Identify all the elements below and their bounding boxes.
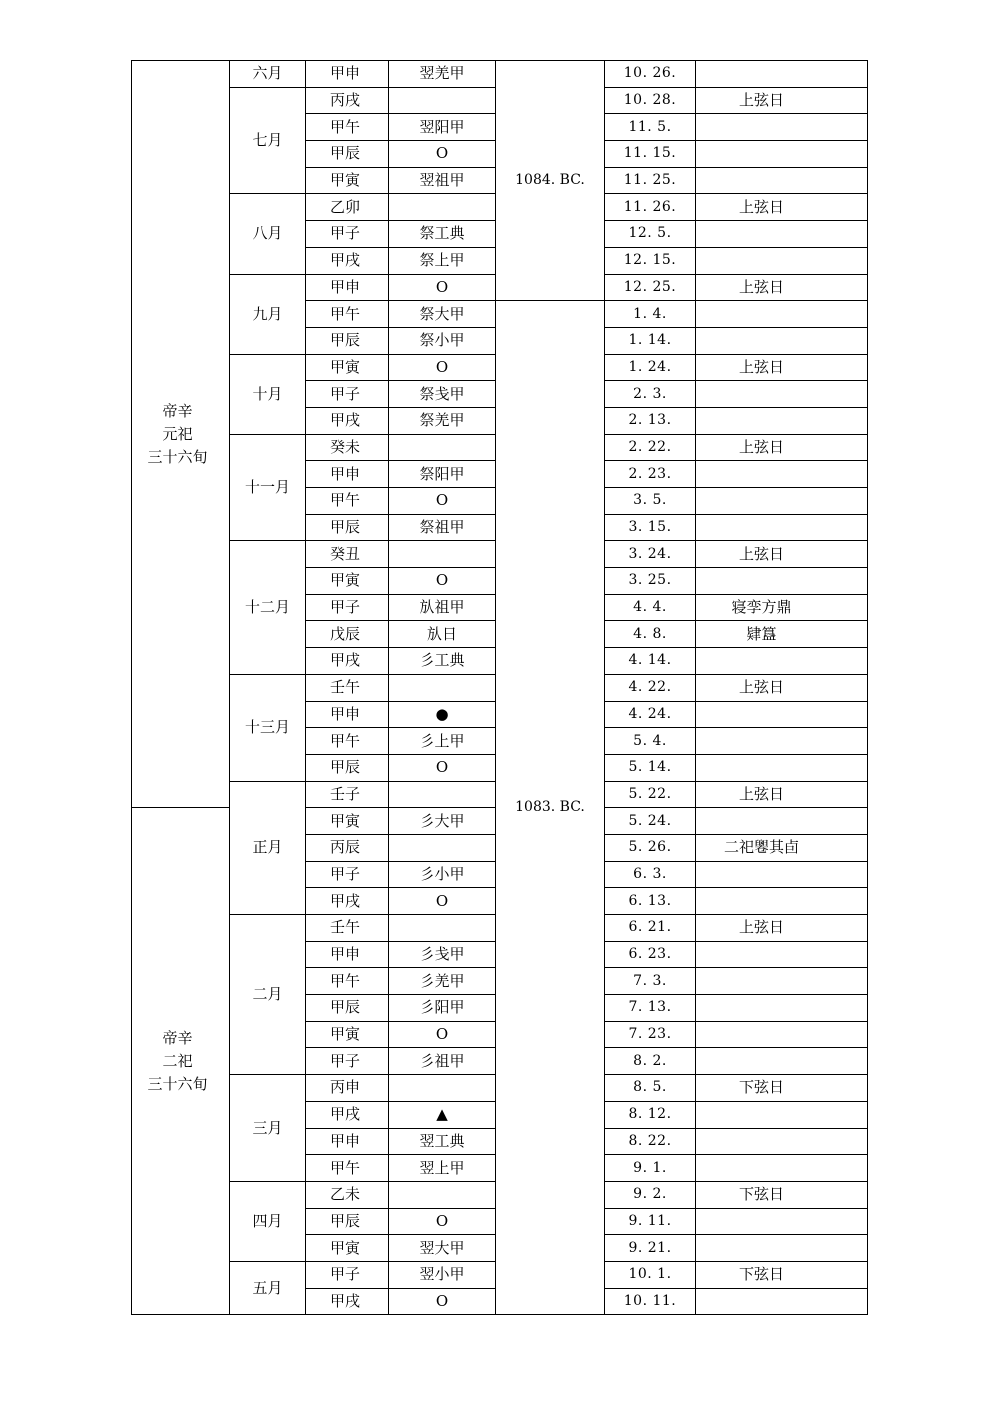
ritual-event: 祭戋甲 <box>389 381 496 408</box>
ganzhi-day: 甲寅 <box>306 808 389 835</box>
lunar-note <box>696 114 868 141</box>
ritual-event: 翌祖甲 <box>389 167 496 194</box>
lunar-note <box>696 568 868 595</box>
ritual-event <box>389 194 496 221</box>
julian-date: 9. 2. <box>605 1181 696 1208</box>
lunar-note <box>696 1235 868 1262</box>
ganzhi-day: 甲午 <box>306 968 389 995</box>
lunar-note <box>696 1101 868 1128</box>
julian-date: 7. 23. <box>605 1021 696 1048</box>
ganzhi-day: 甲申 <box>306 61 389 88</box>
ganzhi-day: 甲子 <box>306 1261 389 1288</box>
ritual-event: O <box>389 274 496 301</box>
ritual-event: 彡阳甲 <box>389 995 496 1022</box>
julian-date: 10. 1. <box>605 1261 696 1288</box>
ganzhi-day: 甲申 <box>306 274 389 301</box>
ritual-event <box>389 674 496 701</box>
julian-date: 3. 15. <box>605 514 696 541</box>
reign-cycle-label: 帝辛 <box>162 401 193 420</box>
reign-cycle-label: 三十六旬 <box>147 447 208 466</box>
julian-date: 3. 5. <box>605 488 696 515</box>
lunar-note <box>696 995 868 1022</box>
ganzhi-day: 甲午 <box>306 1155 389 1182</box>
julian-date: 1. 14. <box>605 327 696 354</box>
ganzhi-day: 甲戌 <box>306 648 389 675</box>
julian-date: 8. 2. <box>605 1048 696 1075</box>
julian-date: 3. 24. <box>605 541 696 568</box>
ritual-event: 祭祖甲 <box>389 514 496 541</box>
lunar-note: 下弦日 <box>696 1261 868 1288</box>
ritual-event: O <box>389 1208 496 1235</box>
ritual-event: O <box>389 1021 496 1048</box>
julian-date: 9. 21. <box>605 1235 696 1262</box>
ganzhi-day: 癸丑 <box>306 541 389 568</box>
ganzhi-day: 甲戌 <box>306 247 389 274</box>
ganzhi-day: 甲寅 <box>306 354 389 381</box>
ritual-event: 㫃日 <box>389 621 496 648</box>
ganzhi-day: 甲申 <box>306 1128 389 1155</box>
lunar-note: 上弦日 <box>696 541 868 568</box>
ganzhi-day: 甲申 <box>306 941 389 968</box>
reign-cycle-label: 二祀 <box>162 1051 193 1070</box>
ritual-event: 翌工典 <box>389 1128 496 1155</box>
julian-date: 12. 15. <box>605 247 696 274</box>
month-label: 五月 <box>230 1261 306 1314</box>
lunar-note <box>696 754 868 781</box>
ganzhi-day: 乙卯 <box>306 194 389 221</box>
ritual-event: 彡戋甲 <box>389 941 496 968</box>
lunar-note: 上弦日 <box>696 915 868 942</box>
julian-date: 6. 13. <box>605 888 696 915</box>
lunar-note: 下弦日 <box>696 1181 868 1208</box>
ganzhi-day: 甲戌 <box>306 888 389 915</box>
ritual-event: O <box>389 354 496 381</box>
lunar-note <box>696 808 868 835</box>
ganzhi-day: 甲辰 <box>306 514 389 541</box>
ritual-event: 祭工典 <box>389 221 496 248</box>
julian-date: 7. 3. <box>605 968 696 995</box>
julian-date: 11. 25. <box>605 167 696 194</box>
month-label: 四月 <box>230 1181 306 1261</box>
lunar-note <box>696 888 868 915</box>
lunar-note <box>696 488 868 515</box>
lunar-note: 上弦日 <box>696 274 868 301</box>
lunar-note <box>696 941 868 968</box>
julian-date: 12. 5. <box>605 221 696 248</box>
lunar-note <box>696 514 868 541</box>
lunar-note: 下弦日 <box>696 1075 868 1102</box>
ritual-event: O <box>389 568 496 595</box>
julian-date: 7. 13. <box>605 995 696 1022</box>
julian-date: 1. 4. <box>605 301 696 328</box>
lunar-note <box>696 728 868 755</box>
julian-date: 5. 22. <box>605 781 696 808</box>
month-label: 正月 <box>230 781 306 914</box>
julian-date: 2. 3. <box>605 381 696 408</box>
ganzhi-day: 壬午 <box>306 674 389 701</box>
ritual-event: 祭阳甲 <box>389 461 496 488</box>
julian-date: 10. 11. <box>605 1288 696 1315</box>
julian-date: 5. 14. <box>605 754 696 781</box>
ganzhi-day: 甲子 <box>306 381 389 408</box>
lunar-note <box>696 167 868 194</box>
ganzhi-day: 甲辰 <box>306 1208 389 1235</box>
lunar-note <box>696 381 868 408</box>
ritual-event: 翌小甲 <box>389 1261 496 1288</box>
julian-date: 8. 22. <box>605 1128 696 1155</box>
ritual-event: 彡上甲 <box>389 728 496 755</box>
ganzhi-day: 甲寅 <box>306 1235 389 1262</box>
reign-cycle-label: 元祀 <box>162 424 193 443</box>
year-bc: 1084. BC. <box>496 61 605 301</box>
lunar-note: 寝孪方鼎 <box>696 594 868 621</box>
julian-date: 8. 5. <box>605 1075 696 1102</box>
ritual-event <box>389 434 496 461</box>
ritual-event: 彡大甲 <box>389 808 496 835</box>
lunar-note <box>696 1128 868 1155</box>
julian-date: 10. 28. <box>605 87 696 114</box>
julian-date: 4. 24. <box>605 701 696 728</box>
julian-date: 5. 26. <box>605 834 696 861</box>
ritual-event: 翌阳甲 <box>389 114 496 141</box>
ritual-event: 㫃祖甲 <box>389 594 496 621</box>
lunar-note <box>696 1048 868 1075</box>
ganzhi-day: 甲申 <box>306 701 389 728</box>
ritual-event <box>389 87 496 114</box>
ritual-event: O <box>389 141 496 168</box>
lunar-note: 上弦日 <box>696 194 868 221</box>
lunar-note: 二祀𠨧其卣 <box>696 834 868 861</box>
ritual-event <box>389 1075 496 1102</box>
ganzhi-day: 甲寅 <box>306 167 389 194</box>
ritual-event <box>389 541 496 568</box>
julian-date: 4. 8. <box>605 621 696 648</box>
month-label: 六月 <box>230 61 306 88</box>
julian-date: 2. 23. <box>605 461 696 488</box>
lunar-note: 肄簋 <box>696 621 868 648</box>
ritual-event: O <box>389 488 496 515</box>
ganzhi-day: 甲子 <box>306 1048 389 1075</box>
julian-date: 4. 14. <box>605 648 696 675</box>
julian-date: 11. 5. <box>605 114 696 141</box>
reign-cycle-cell <box>132 808 230 1315</box>
julian-date: 2. 13. <box>605 407 696 434</box>
julian-date: 3. 25. <box>605 568 696 595</box>
month-label: 八月 <box>230 194 306 274</box>
ganzhi-day: 甲辰 <box>306 995 389 1022</box>
ganzhi-day: 甲申 <box>306 461 389 488</box>
ganzhi-day: 戊辰 <box>306 621 389 648</box>
ganzhi-day: 甲戌 <box>306 1288 389 1315</box>
ganzhi-day: 甲辰 <box>306 754 389 781</box>
julian-date: 11. 15. <box>605 141 696 168</box>
ritual-event: ▲ <box>389 1101 496 1128</box>
lunar-note <box>696 1288 868 1315</box>
julian-date: 6. 3. <box>605 861 696 888</box>
ganzhi-day: 甲辰 <box>306 141 389 168</box>
month-label: 十一月 <box>230 434 306 541</box>
ritual-event <box>389 781 496 808</box>
ganzhi-day: 甲辰 <box>306 327 389 354</box>
ritual-event: 祭羌甲 <box>389 407 496 434</box>
ganzhi-day: 甲戌 <box>306 1101 389 1128</box>
julian-date: 8. 12. <box>605 1101 696 1128</box>
reign-cycle-cell <box>132 61 230 808</box>
ritual-event: 翌上甲 <box>389 1155 496 1182</box>
julian-date: 1. 24. <box>605 354 696 381</box>
month-label: 二月 <box>230 915 306 1075</box>
lunar-note: 上弦日 <box>696 781 868 808</box>
julian-date: 5. 4. <box>605 728 696 755</box>
ganzhi-day: 乙未 <box>306 1181 389 1208</box>
julian-date: 2. 22. <box>605 434 696 461</box>
year-bc: 1083. BC. <box>496 301 605 1315</box>
lunar-note: 上弦日 <box>696 674 868 701</box>
month-label: 十二月 <box>230 541 306 674</box>
julian-date: 4. 4. <box>605 594 696 621</box>
month-label: 十三月 <box>230 674 306 781</box>
ganzhi-day: 甲子 <box>306 861 389 888</box>
ganzhi-day: 甲午 <box>306 114 389 141</box>
lunar-note <box>696 648 868 675</box>
ganzhi-day: 甲寅 <box>306 1021 389 1048</box>
ritual-event: 祭大甲 <box>389 301 496 328</box>
julian-date: 4. 22. <box>605 674 696 701</box>
ritual-event <box>389 834 496 861</box>
lunar-note: 上弦日 <box>696 434 868 461</box>
ritual-event: O <box>389 1288 496 1315</box>
ganzhi-day: 丙戌 <box>306 87 389 114</box>
month-label: 七月 <box>230 87 306 194</box>
ritual-event: 彡小甲 <box>389 861 496 888</box>
ritual-event: 祭上甲 <box>389 247 496 274</box>
julian-date: 9. 11. <box>605 1208 696 1235</box>
ritual-event: ● <box>389 701 496 728</box>
ritual-event: 翌羌甲 <box>389 61 496 88</box>
ganzhi-day: 甲午 <box>306 728 389 755</box>
ganzhi-day: 壬子 <box>306 781 389 808</box>
lunar-note <box>696 461 868 488</box>
lunar-note <box>696 701 868 728</box>
lunar-note <box>696 968 868 995</box>
month-label: 九月 <box>230 274 306 354</box>
ganzhi-day: 甲午 <box>306 301 389 328</box>
ganzhi-day: 丙申 <box>306 1075 389 1102</box>
ganzhi-day: 甲寅 <box>306 568 389 595</box>
julian-date: 12. 25. <box>605 274 696 301</box>
ritual-event: 翌大甲 <box>389 1235 496 1262</box>
lunar-note <box>696 407 868 434</box>
ritual-event: O <box>389 754 496 781</box>
ritual-event: 彡祖甲 <box>389 1048 496 1075</box>
ganzhi-day: 甲午 <box>306 488 389 515</box>
table-row <box>132 61 868 88</box>
ganzhi-day: 丙辰 <box>306 834 389 861</box>
ganzhi-day: 壬午 <box>306 915 389 942</box>
reign-cycle-label: 帝辛 <box>162 1028 193 1047</box>
ritual-event <box>389 1181 496 1208</box>
ganzhi-day: 甲戌 <box>306 407 389 434</box>
lunar-note <box>696 221 868 248</box>
ritual-event <box>389 915 496 942</box>
lunar-note <box>696 327 868 354</box>
ganzhi-day: 甲子 <box>306 594 389 621</box>
lunar-note <box>696 141 868 168</box>
julian-date: 6. 23. <box>605 941 696 968</box>
julian-date: 11. 26. <box>605 194 696 221</box>
ritual-event: O <box>389 888 496 915</box>
month-label: 三月 <box>230 1075 306 1182</box>
shang-calendar-table <box>131 60 868 1315</box>
julian-date: 10. 26. <box>605 61 696 88</box>
julian-date: 9. 1. <box>605 1155 696 1182</box>
ganzhi-day: 甲子 <box>306 221 389 248</box>
lunar-note <box>696 861 868 888</box>
lunar-note <box>696 1208 868 1235</box>
julian-date: 5. 24. <box>605 808 696 835</box>
ganzhi-day: 癸未 <box>306 434 389 461</box>
lunar-note: 上弦日 <box>696 354 868 381</box>
lunar-note <box>696 61 868 88</box>
ritual-event: 彡羌甲 <box>389 968 496 995</box>
reign-cycle-label: 三十六旬 <box>147 1074 208 1093</box>
month-label: 十月 <box>230 354 306 434</box>
lunar-note: 上弦日 <box>696 87 868 114</box>
lunar-note <box>696 1021 868 1048</box>
lunar-note <box>696 301 868 328</box>
ritual-event: 祭小甲 <box>389 327 496 354</box>
ritual-event: 彡工典 <box>389 648 496 675</box>
julian-date: 6. 21. <box>605 915 696 942</box>
lunar-note <box>696 247 868 274</box>
lunar-note <box>696 1155 868 1182</box>
